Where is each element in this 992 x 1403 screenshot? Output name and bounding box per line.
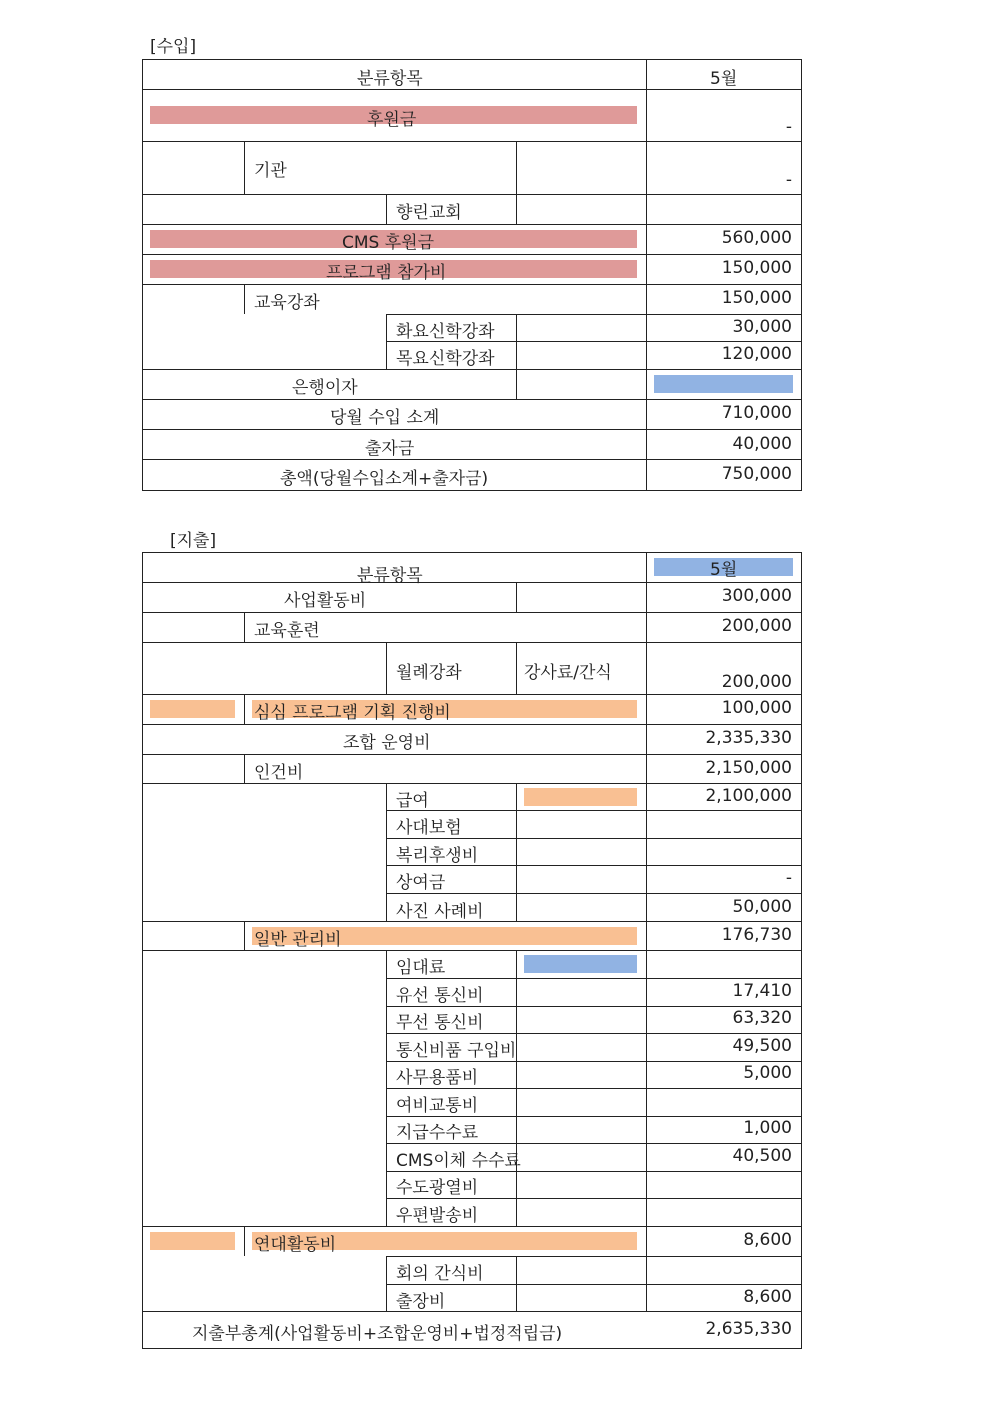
income-header-month: 5월: [710, 69, 738, 89]
donation-value: -: [785, 117, 792, 137]
cms-donation-label: CMS 후원금: [342, 233, 434, 253]
wireless-value: 63,320: [732, 1008, 792, 1028]
solidarity-label: 연대활동비: [254, 1235, 337, 1255]
bank-interest-highlight: [654, 375, 793, 393]
rent-label: 임대료: [396, 958, 446, 978]
salary-highlight: [524, 788, 637, 806]
tue-theology-label: 화요신학강좌: [396, 322, 495, 342]
income-table: [142, 59, 802, 491]
subtotal-value: 710,000: [721, 403, 792, 423]
telecom-goods-value: 49,500: [732, 1036, 792, 1056]
fees-value: 1,000: [743, 1118, 792, 1138]
solidarity-highlight-left: [150, 1232, 235, 1250]
income-section-title: [수입]: [150, 37, 197, 57]
trip-label: 출장비: [396, 1292, 446, 1312]
solidarity-value: 8,600: [743, 1230, 792, 1250]
income-total-label: 총액(당월수입소계+출자금): [280, 469, 489, 489]
fees-label: 지급수수료: [396, 1123, 479, 1143]
office-value: 5,000: [743, 1063, 792, 1083]
simsim-label: 심심 프로그램 기획 진행비: [254, 703, 451, 723]
expense-total-value: 2,635,330: [705, 1319, 792, 1339]
office-label: 사무용품비: [396, 1068, 479, 1088]
trip-value: 8,600: [743, 1287, 792, 1307]
wired-label: 유선 통신비: [396, 986, 484, 1006]
cms-fee-value: 40,500: [732, 1146, 792, 1166]
thu-theology-value: 120,000: [721, 344, 792, 364]
institution-label: 기관: [254, 161, 287, 181]
tue-theology-value: 30,000: [732, 317, 792, 337]
carryover-value: 40,000: [732, 434, 792, 454]
bonus-value: -: [785, 868, 792, 888]
rent-highlight: [524, 955, 637, 973]
education-value: 150,000: [721, 288, 792, 308]
wireless-label: 무선 통신비: [396, 1013, 484, 1033]
hyangrin-label: 향린교회: [396, 203, 462, 223]
meeting-snack-label: 회의 간식비: [396, 1264, 484, 1284]
bonus-label: 상여금: [396, 873, 446, 893]
program-fee-value: 150,000: [721, 258, 792, 278]
income-total-value: 750,000: [721, 464, 792, 484]
program-fee-label: 프로그램 참가비: [326, 263, 447, 283]
business-label: 사업활동비: [284, 591, 367, 611]
income-header-category: 분류항목: [357, 69, 423, 89]
wired-value: 17,410: [732, 981, 792, 1001]
general-admin-label: 일반 관리비: [254, 930, 342, 950]
cms-donation-value: 560,000: [721, 228, 792, 248]
donation-label: 후원금: [367, 110, 417, 130]
cms-fee-label: CMS이체 수수료: [396, 1151, 521, 1171]
expense-total-label: 지출부총계(사업활동비+조합운영비+법정적립금): [192, 1324, 563, 1344]
monthly-lecture-label: 월례강좌: [396, 663, 462, 683]
subtotal-label: 당월 수입 소계: [330, 408, 440, 428]
training-label: 교육훈련: [254, 621, 320, 641]
operation-label: 조합 운영비: [343, 733, 431, 753]
business-value: 300,000: [721, 586, 792, 606]
bank-interest-label: 은행이자: [292, 378, 358, 398]
institution-value: -: [785, 170, 792, 190]
expense-header-month: 5월: [710, 560, 738, 580]
expense-table: [142, 552, 802, 1349]
insurance-label: 사대보험: [396, 818, 462, 838]
utilities-label: 수도광열비: [396, 1178, 479, 1198]
welfare-label: 복리후생비: [396, 846, 479, 866]
honorarium-value: 50,000: [732, 897, 792, 917]
honorarium-label: 사진 사례비: [396, 902, 484, 922]
travel-label: 여비교통비: [396, 1096, 479, 1116]
simsim-value: 100,000: [721, 698, 792, 718]
salary-value: 2,100,000: [705, 786, 792, 806]
carryover-label: 출자금: [365, 439, 415, 459]
postage-label: 우편발송비: [396, 1206, 479, 1226]
simsim-highlight-left: [150, 700, 235, 718]
general-admin-value: 176,730: [721, 925, 792, 945]
personnel-value: 2,150,000: [705, 758, 792, 778]
training-value: 200,000: [721, 616, 792, 636]
education-label: 교육강좌: [254, 293, 320, 313]
thu-theology-label: 목요신학강좌: [396, 349, 495, 369]
expense-header-category: 분류항목: [357, 566, 423, 586]
personnel-label: 인건비: [254, 763, 304, 783]
telecom-goods-label: 통신비품 구입비: [396, 1041, 517, 1061]
monthly-lecture-value: 200,000: [721, 672, 792, 692]
expense-section-title: [지출]: [170, 531, 217, 551]
monthly-lecture-sub: 강사료/간식: [524, 663, 612, 683]
salary-label: 급여: [396, 791, 429, 811]
operation-value: 2,335,330: [705, 728, 792, 748]
